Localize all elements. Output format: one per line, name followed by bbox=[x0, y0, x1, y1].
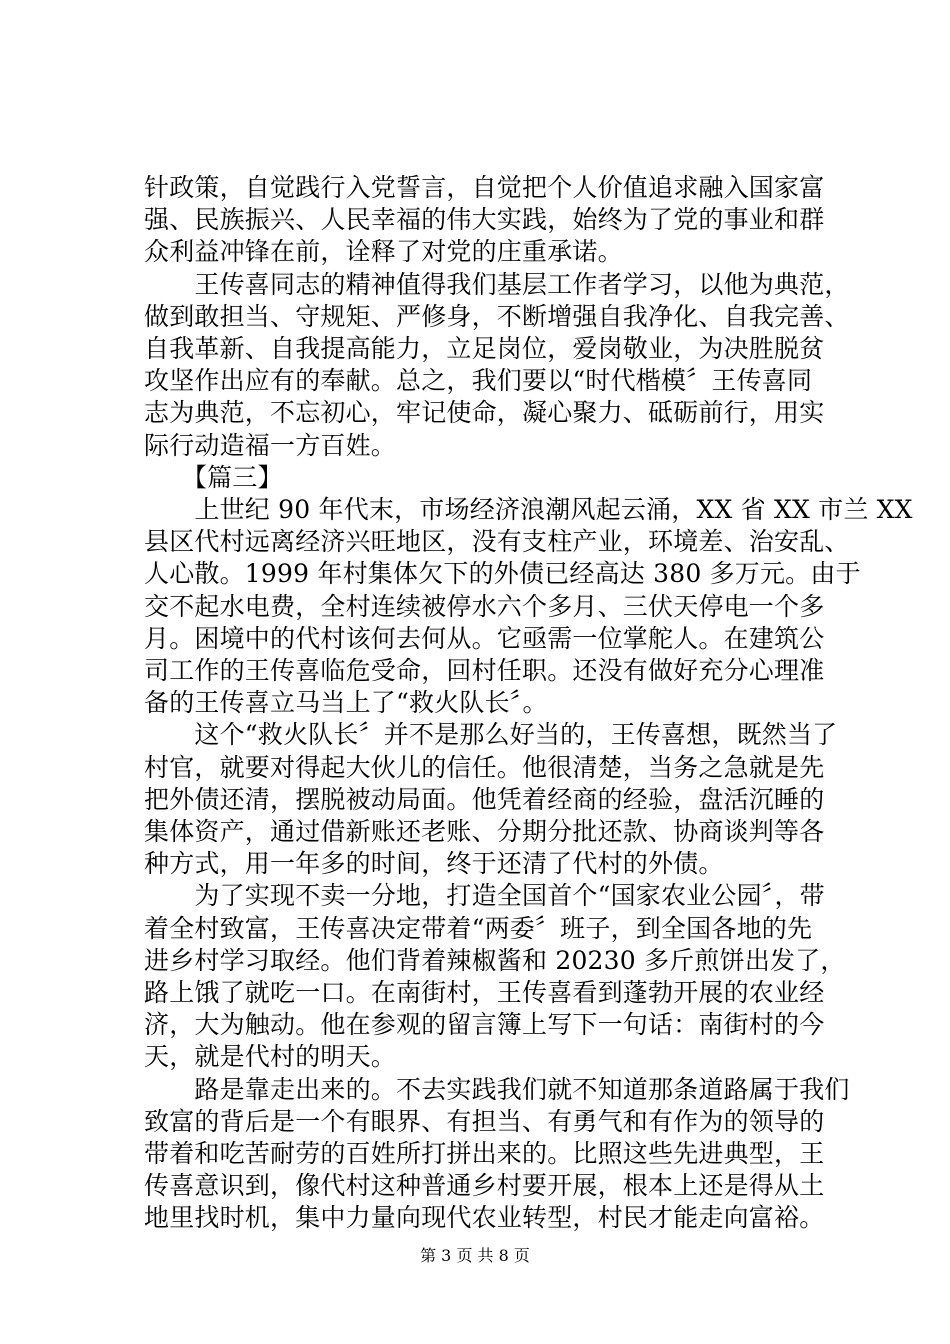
body-line: 上世纪 90 年代末，市场经济浪潮风起云涌，XX 省 XX 市兰 XX bbox=[144, 495, 913, 524]
body-line: 进乡村学习取经。他们背着辣椒酱和 20230 多斤煎饼出发了， bbox=[144, 945, 846, 975]
body-line: 自我革新、自我提高能力，立足岗位，爱岗敬业，为决胜脱贫 bbox=[144, 334, 825, 363]
body-line: 针政策，自觉践行入党誓言，自觉把个人价值追求融入国家富 bbox=[144, 173, 825, 202]
body-line: 着全村致富，王传喜决定带着“两委〞班子，到全国各地的先 bbox=[144, 913, 813, 943]
body-line: 做到敢担当、守规矩、严修身，不断增强自我净化、自我完善、 bbox=[144, 301, 850, 331]
body-line: 际行动造福一方百姓。 bbox=[144, 430, 397, 460]
body-line: 为了实现不卖一分地，打造全国首个“国家农业公园〞，带 bbox=[144, 881, 825, 911]
body-line: 致富的背后是一个有眼界、有担当、有勇气和有作为的领导的 bbox=[144, 1106, 825, 1136]
body-line: 天，就是代村的明天。 bbox=[144, 1042, 397, 1072]
body-line: 带着和吃苦耐劳的百姓所打拼出来的。比照这些先进典型，王 bbox=[144, 1139, 825, 1168]
body-line: 传喜意识到，像代村这种普通乡村要开展，根本上还是得从土 bbox=[144, 1171, 825, 1201]
body-line: 村官，就要对得起大伙儿的信任。他很清楚，当务之急就是先 bbox=[144, 752, 825, 782]
body-line: 集体资产，通过借新账还老账、分期分批还款、协商谈判等各 bbox=[144, 817, 825, 846]
body-line: 志为典范，不忘初心，牢记使命，凝心聚力、砥砺前行，用实 bbox=[144, 398, 825, 428]
body-line: 县区代村远离经济兴旺地区，没有支柱产业，环境差、治安乱、 bbox=[144, 527, 850, 557]
body-line: 地里找时机，集中力量向现代农业转型，村民才能走向富裕。 bbox=[144, 1203, 825, 1233]
body-line: 人心散。1999 年村集体欠下的外债已经高达 380 多万元。由于 bbox=[144, 559, 861, 589]
body-line: 备的王传喜立马当上了“救火队长〞。 bbox=[144, 688, 548, 718]
body-line: 这个“救火队长〞并不是那么好当的，王传喜想，既然当了 bbox=[144, 720, 838, 750]
body-line: 王传喜同志的精神值得我们基层工作者学习，以他为典范， bbox=[144, 269, 850, 299]
body-line: 月。困境中的代村该何去何从。它亟需一位掌舵人。在建筑公 bbox=[144, 623, 825, 653]
body-line: 众利益冲锋在前，诠释了对党的庄重承诺。 bbox=[144, 237, 623, 267]
section-heading: 【篇三】 bbox=[144, 462, 283, 492]
body-line: 济，大为触动。他在参观的留言簿上写下一句话：南街村的今 bbox=[144, 1010, 825, 1040]
body-line: 司工作的王传喜临危受命，回村任职。还没有做好充分心理准 bbox=[144, 656, 825, 685]
body-line: 强、民族振兴、人民幸福的伟大实践，始终为了党的事业和群 bbox=[144, 205, 825, 235]
body-line: 种方式，用一年多的时间，终于还清了代村的外债。 bbox=[144, 849, 724, 879]
body-line: 路是靠走出来的。不去实践我们就不知道那条道路属于我们 bbox=[144, 1074, 850, 1104]
body-line: 攻坚作出应有的奉献。总之，我们要以“时代楷模〞王传喜同 bbox=[144, 366, 813, 396]
body-line: 把外债还清，摆脱被动局面。他凭着经商的经验，盘活沉睡的 bbox=[144, 784, 825, 814]
page-footer: 第 3 页 共 8 页 bbox=[420, 1246, 530, 1265]
body-line: 交不起水电费，全村连续被停水六个多月、三伏天停电一个多 bbox=[144, 591, 825, 621]
body-line: 路上饿了就吃一口。在南街村，王传喜看到蓬勃开展的农业经 bbox=[144, 978, 825, 1007]
